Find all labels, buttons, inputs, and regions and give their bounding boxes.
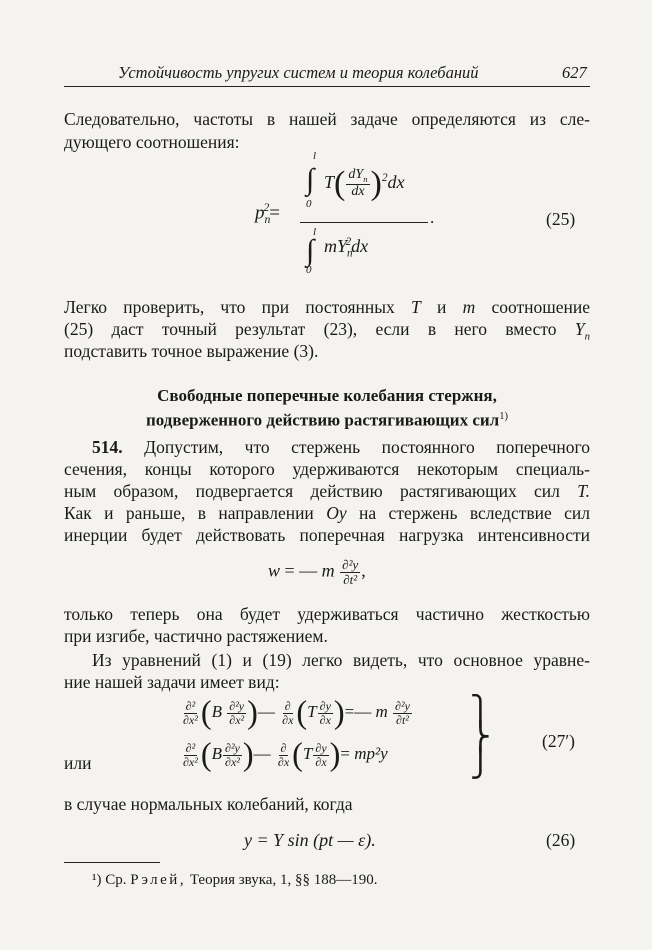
para514-line4: Как и раньше, в направлении Oy на стержень вследствие сил <box>64 503 591 523</box>
para514-line1: 514. Допустим, что стержень постоянного поперечного <box>92 437 590 457</box>
para5-line1: в случае нормальных колебаний, когда <box>64 794 353 814</box>
eq25-denominator: $mY_n^2dx$ <box>324 236 369 260</box>
eq27-line1: $\frac{\text{∂²}}{\text{∂x²}}$ (B $\frac{\text{∂²y}}{\text{∂x²}}$ )— $\frac{\partial}{\partial x}$ (T $\frac{\partial y}{\partial x}$ )=— m $\frac{\text{∂²y}}{\text{∂t²}}$ <box>183 694 410 731</box>
eq25-period: . <box>430 208 435 227</box>
eq25-integral-den: ∫ <box>306 234 315 267</box>
eq25-denom-upper-limit: l <box>313 226 317 238</box>
eq25-numerator: T( $\frac{dY_n}{dx}$ )$^2$dx <box>324 165 405 203</box>
eq25-fraction-bar <box>300 222 428 223</box>
para1-line2: дующего соотношения: <box>64 132 240 152</box>
eq27-line2: $\frac{\text{∂²}}{\text{∂x²}}$ (B $\frac{\text{∂²y}}{\text{∂x²}}$ )— $\frac{\partial}{\partial x}$ (T $\frac{\partial y}{\partial x}$ )= mp²y <box>183 736 388 773</box>
para4-line1: Из уравнений (1) и (19) легко видеть, что основное уравне- <box>92 650 590 670</box>
header-rule <box>64 86 590 87</box>
para2-line3: подставить точное выражение (3). <box>64 341 319 361</box>
eq27-brace-bottom: ⎭ <box>470 748 491 779</box>
eq25-upper-limit: l <box>313 150 317 162</box>
para1-line1: Следовательно, частоты в нашей задаче определяются из сле- <box>64 109 590 129</box>
footnote: ¹) Ср. Рэлей, Теория звука, 1, §§ 188—190. <box>92 872 378 888</box>
eq-w: w = — m $\frac{\text{∂²y}}{\text{∂t²}}$ , <box>268 557 366 587</box>
eq27-brace-mid: ⎬ <box>470 722 491 753</box>
page-number: 627 <box>562 63 587 82</box>
eq26-number: (26) <box>546 830 576 850</box>
para2-line2: (25) даст точный результат (23), если в него вместо $Y_n$ <box>64 319 590 343</box>
para514-line2: сечения, концы которого удерживаются некоторым специаль- <box>64 459 590 479</box>
eq25-lhs: $p_n^2=$ <box>255 201 280 227</box>
eq27-or: или <box>64 753 92 773</box>
para2-line1: Легко проверить, что при постоянных T и m соотношение <box>64 297 591 317</box>
section-title-line1: Свободные поперечные колебания стержня, <box>157 386 497 405</box>
running-title: Устойчивость упругих систем и теория колебаний <box>118 63 479 82</box>
para4-line2: ние нашей задачи имеет вид: <box>64 672 280 692</box>
eq26: y = Y sin (pt — ε). <box>244 830 376 850</box>
eq25-lower-limit: 0 <box>306 198 312 210</box>
eq25-denom-lower-limit: 0 <box>306 264 312 276</box>
footnote-rule <box>64 862 160 863</box>
eq27-number: (27′) <box>542 731 575 751</box>
para3-line2: при изгибе, частично растяжением. <box>64 626 328 646</box>
eq27-brace-top: ⎫ <box>470 696 491 727</box>
para514-line5: инерции будет действовать поперечная нагрузка интенсивности <box>64 525 590 545</box>
section-title-line2: подверженного действию растягивающих сил$^{1)}$ <box>146 410 508 430</box>
para3-line1: только теперь она будет удерживаться частично жесткостью <box>64 604 590 624</box>
eq25-integral-num: ∫ <box>306 163 315 196</box>
para514-line3: ным образом, подвергается действию растягивающих сил T. <box>64 481 590 501</box>
eq25-number: (25) <box>546 209 576 229</box>
